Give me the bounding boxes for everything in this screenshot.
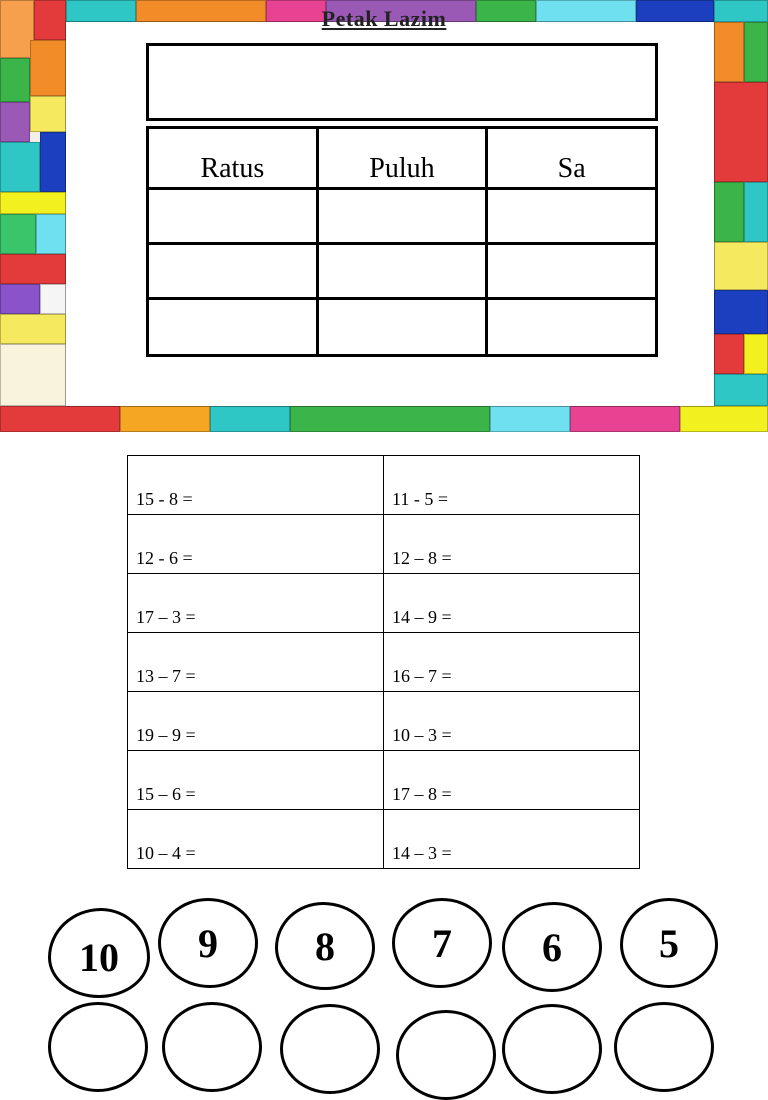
partial-circle [614,1002,714,1092]
table-row [128,633,640,692]
place-value-table [146,126,658,357]
cell [487,299,657,356]
table-row [128,692,640,751]
subtraction-item: 11 - 5 = [384,456,640,515]
partial-circle [162,1002,262,1092]
table-row [148,299,657,356]
number-circle-6: 6 [502,902,602,992]
header-sa: Sa [487,128,657,189]
partial-circle [502,1004,602,1094]
number-circle-8: 8 [275,902,375,990]
subtraction-item: 16 – 7 = [384,633,640,692]
table-row [128,456,640,515]
subtraction-item: 10 – 4 = [128,810,384,869]
cell [317,299,487,356]
number-circle-9: 9 [158,898,258,988]
number-circle-10: 10 [48,908,150,998]
subtraction-item: 14 – 3 = [384,810,640,869]
subtraction-item: 12 – 8 = [384,515,640,574]
cell [487,189,657,244]
page-title: Petak Lazim [321,6,447,31]
cell [148,189,318,244]
table-row [128,751,640,810]
cell [317,189,487,244]
subtraction-item: 15 – 6 = [128,751,384,810]
cell [317,244,487,299]
cell [148,244,318,299]
table-row [128,515,640,574]
subtraction-item: 17 – 8 = [384,751,640,810]
table-row [148,189,657,244]
table-row [128,810,640,869]
partial-circle [280,1004,380,1094]
table-row [128,574,640,633]
subtraction-item: 12 - 6 = [128,515,384,574]
number-circle-7: 7 [392,898,492,988]
partial-circle [48,1002,148,1092]
header-puluh: Puluh [317,128,487,189]
subtraction-item: 13 – 7 = [128,633,384,692]
cell [487,244,657,299]
cell [148,299,318,356]
subtraction-item: 10 – 3 = [384,692,640,751]
subtraction-item: 17 – 3 = [128,574,384,633]
number-circle-5: 5 [620,898,718,988]
header-ratus: Ratus [148,128,318,189]
subtraction-item: 15 - 8 = [128,456,384,515]
subtraction-table [127,455,640,869]
answer-box [146,43,658,121]
subtraction-item: 19 – 9 = [128,692,384,751]
subtraction-item: 14 – 9 = [384,574,640,633]
table-row [148,244,657,299]
